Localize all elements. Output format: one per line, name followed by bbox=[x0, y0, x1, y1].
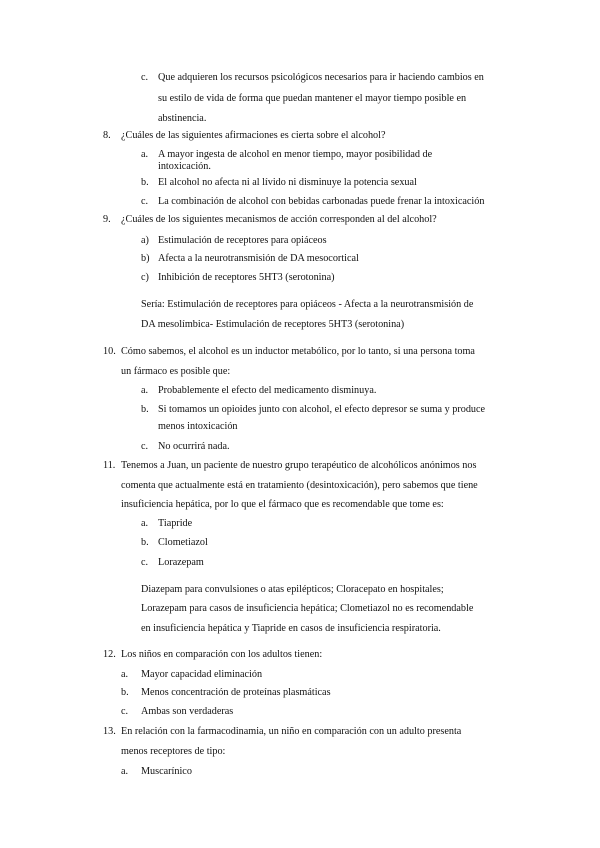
q9-option-b-letter: b) bbox=[141, 253, 150, 264]
q9-option-b-text: Afecta a la neurotransmisión de DA mesocortical bbox=[158, 253, 359, 264]
q9-option-a-text: Estimulación de receptores para opiáceos bbox=[158, 235, 327, 246]
q8-option-b-letter: b. bbox=[141, 177, 149, 188]
q11-option-a-text: Tiapride bbox=[158, 518, 193, 529]
q11-question: Tenemos a Juan, un paciente de nuestro grupo terapéutico de alcohólicos anónimos nos bbox=[121, 460, 477, 471]
q9-answer-note-cont: DA mesolímbica- Estimulación de receptores 5HT3 (serotonina) bbox=[141, 319, 405, 330]
q11-option-c-text: Lorazepam bbox=[158, 557, 204, 568]
q10-option-a-text: Probablemente el efecto del medicamento disminuya. bbox=[158, 385, 377, 396]
q8-option-a-letter: a. bbox=[141, 149, 149, 160]
q13-option-a-letter: a. bbox=[121, 766, 129, 777]
q12-option-b-letter: b. bbox=[121, 687, 129, 698]
q11-option-a-letter: a. bbox=[141, 518, 149, 529]
q13-question-cont: menos receptores de tipo: bbox=[121, 746, 226, 757]
q12-option-c-letter: c. bbox=[121, 706, 129, 717]
q8-option-a-text-cont: intoxicación. bbox=[158, 161, 211, 172]
q11-number: 11. bbox=[103, 460, 116, 471]
q10-option-b-text: Si tomamos un opioides junto con alcohol, el efecto depresor se suma y produce bbox=[158, 404, 486, 415]
q9-number: 9. bbox=[103, 214, 111, 225]
q11-option-b-text: Clometiazol bbox=[158, 537, 208, 548]
q13-number: 13. bbox=[103, 726, 116, 737]
q12-question: Los niños en comparación con los adultos tienen: bbox=[121, 649, 323, 660]
q8-option-c-letter: c. bbox=[141, 196, 149, 207]
q10-option-a-letter: a. bbox=[141, 385, 149, 396]
q11-answer-note-cont: Lorazepam para casos de insuficiencia hepática; Clometiazol no es recomendable bbox=[141, 603, 474, 614]
q9-option-a-letter: a) bbox=[141, 235, 149, 246]
q12-option-a-letter: a. bbox=[121, 669, 129, 680]
q12-option-c-text: Ambas son verdaderas bbox=[141, 706, 234, 717]
q11-option-b-letter: b. bbox=[141, 537, 149, 548]
q10-question: Cómo sabemos, el alcohol es un inductor metabólico, por lo tanto, si una persona toma bbox=[121, 346, 475, 357]
q10-option-b-text-cont: menos intoxicación bbox=[158, 421, 238, 432]
q10-option-c-text: No ocurrirá nada. bbox=[158, 441, 230, 452]
q9-option-c-letter: c) bbox=[141, 272, 149, 283]
q7-option-c-letter: c. bbox=[141, 72, 149, 83]
q8-option-a-text: A mayor ingesta de alcohol en menor tiempo, mayor posibilidad de bbox=[158, 149, 433, 160]
q9-question: ¿Cuáles de los siguientes mecanismos de acción corresponden al del alcohol? bbox=[121, 214, 437, 225]
q12-option-a-text: Mayor capacidad eliminación bbox=[141, 669, 263, 680]
q7-option-c-text-cont: abstinencia. bbox=[158, 113, 207, 124]
q10-number: 10. bbox=[103, 346, 116, 357]
q11-option-c-letter: c. bbox=[141, 557, 149, 568]
q11-answer-note: Diazepam para convulsiones o atas epilépticos; Cloracepato en hospitales; bbox=[141, 584, 444, 595]
q8-option-b-text: El alcohol no afecta ni al lívido ni disminuye la potencia sexual bbox=[158, 177, 417, 188]
q12-option-b-text: Menos concentración de proteínas plasmáticas bbox=[141, 687, 331, 698]
q11-question-cont: comenta que actualmente está en tratamiento (desintoxicación), pero sabemos que tiene bbox=[121, 480, 478, 491]
q12-number: 12. bbox=[103, 649, 116, 660]
q7-option-c-text-cont: su estilo de vida de forma que puedan mantener el mayor tiempo posible en bbox=[158, 93, 467, 104]
q10-option-b-letter: b. bbox=[141, 404, 149, 415]
q8-number: 8. bbox=[103, 130, 111, 141]
q9-option-c-text: Inhibición de receptores 5HT3 (serotonina) bbox=[158, 272, 335, 283]
q13-option-a-text: Muscarínico bbox=[141, 766, 192, 777]
q8-question: ¿Cuáles de las siguientes afirmaciones es cierta sobre el alcohol? bbox=[121, 130, 386, 141]
q13-question: En relación con la farmacodinamia, un niño en comparación con un adulto presenta bbox=[121, 726, 462, 737]
q8-option-c-text: La combinación de alcohol con bebidas carbonadas puede frenar la intoxicación bbox=[158, 196, 485, 207]
q11-answer-note-cont: en insuficiencia hepática y Tiapride en casos de insuficiencia respiratoria. bbox=[141, 623, 441, 634]
q10-question-cont: un fármaco es posible que: bbox=[121, 366, 231, 377]
q11-question-cont: insuficiencia hepática, por lo que el fármaco que es recomendable que tome es: bbox=[121, 499, 444, 510]
q9-answer-note: Sería: Estimulación de receptores para opiáceos - Afecta a la neurotransmisión de bbox=[141, 299, 474, 310]
q7-option-c-text: Que adquieren los recursos psicológicos necesarios para ir haciendo cambios en bbox=[158, 72, 484, 83]
q10-option-c-letter: c. bbox=[141, 441, 149, 452]
